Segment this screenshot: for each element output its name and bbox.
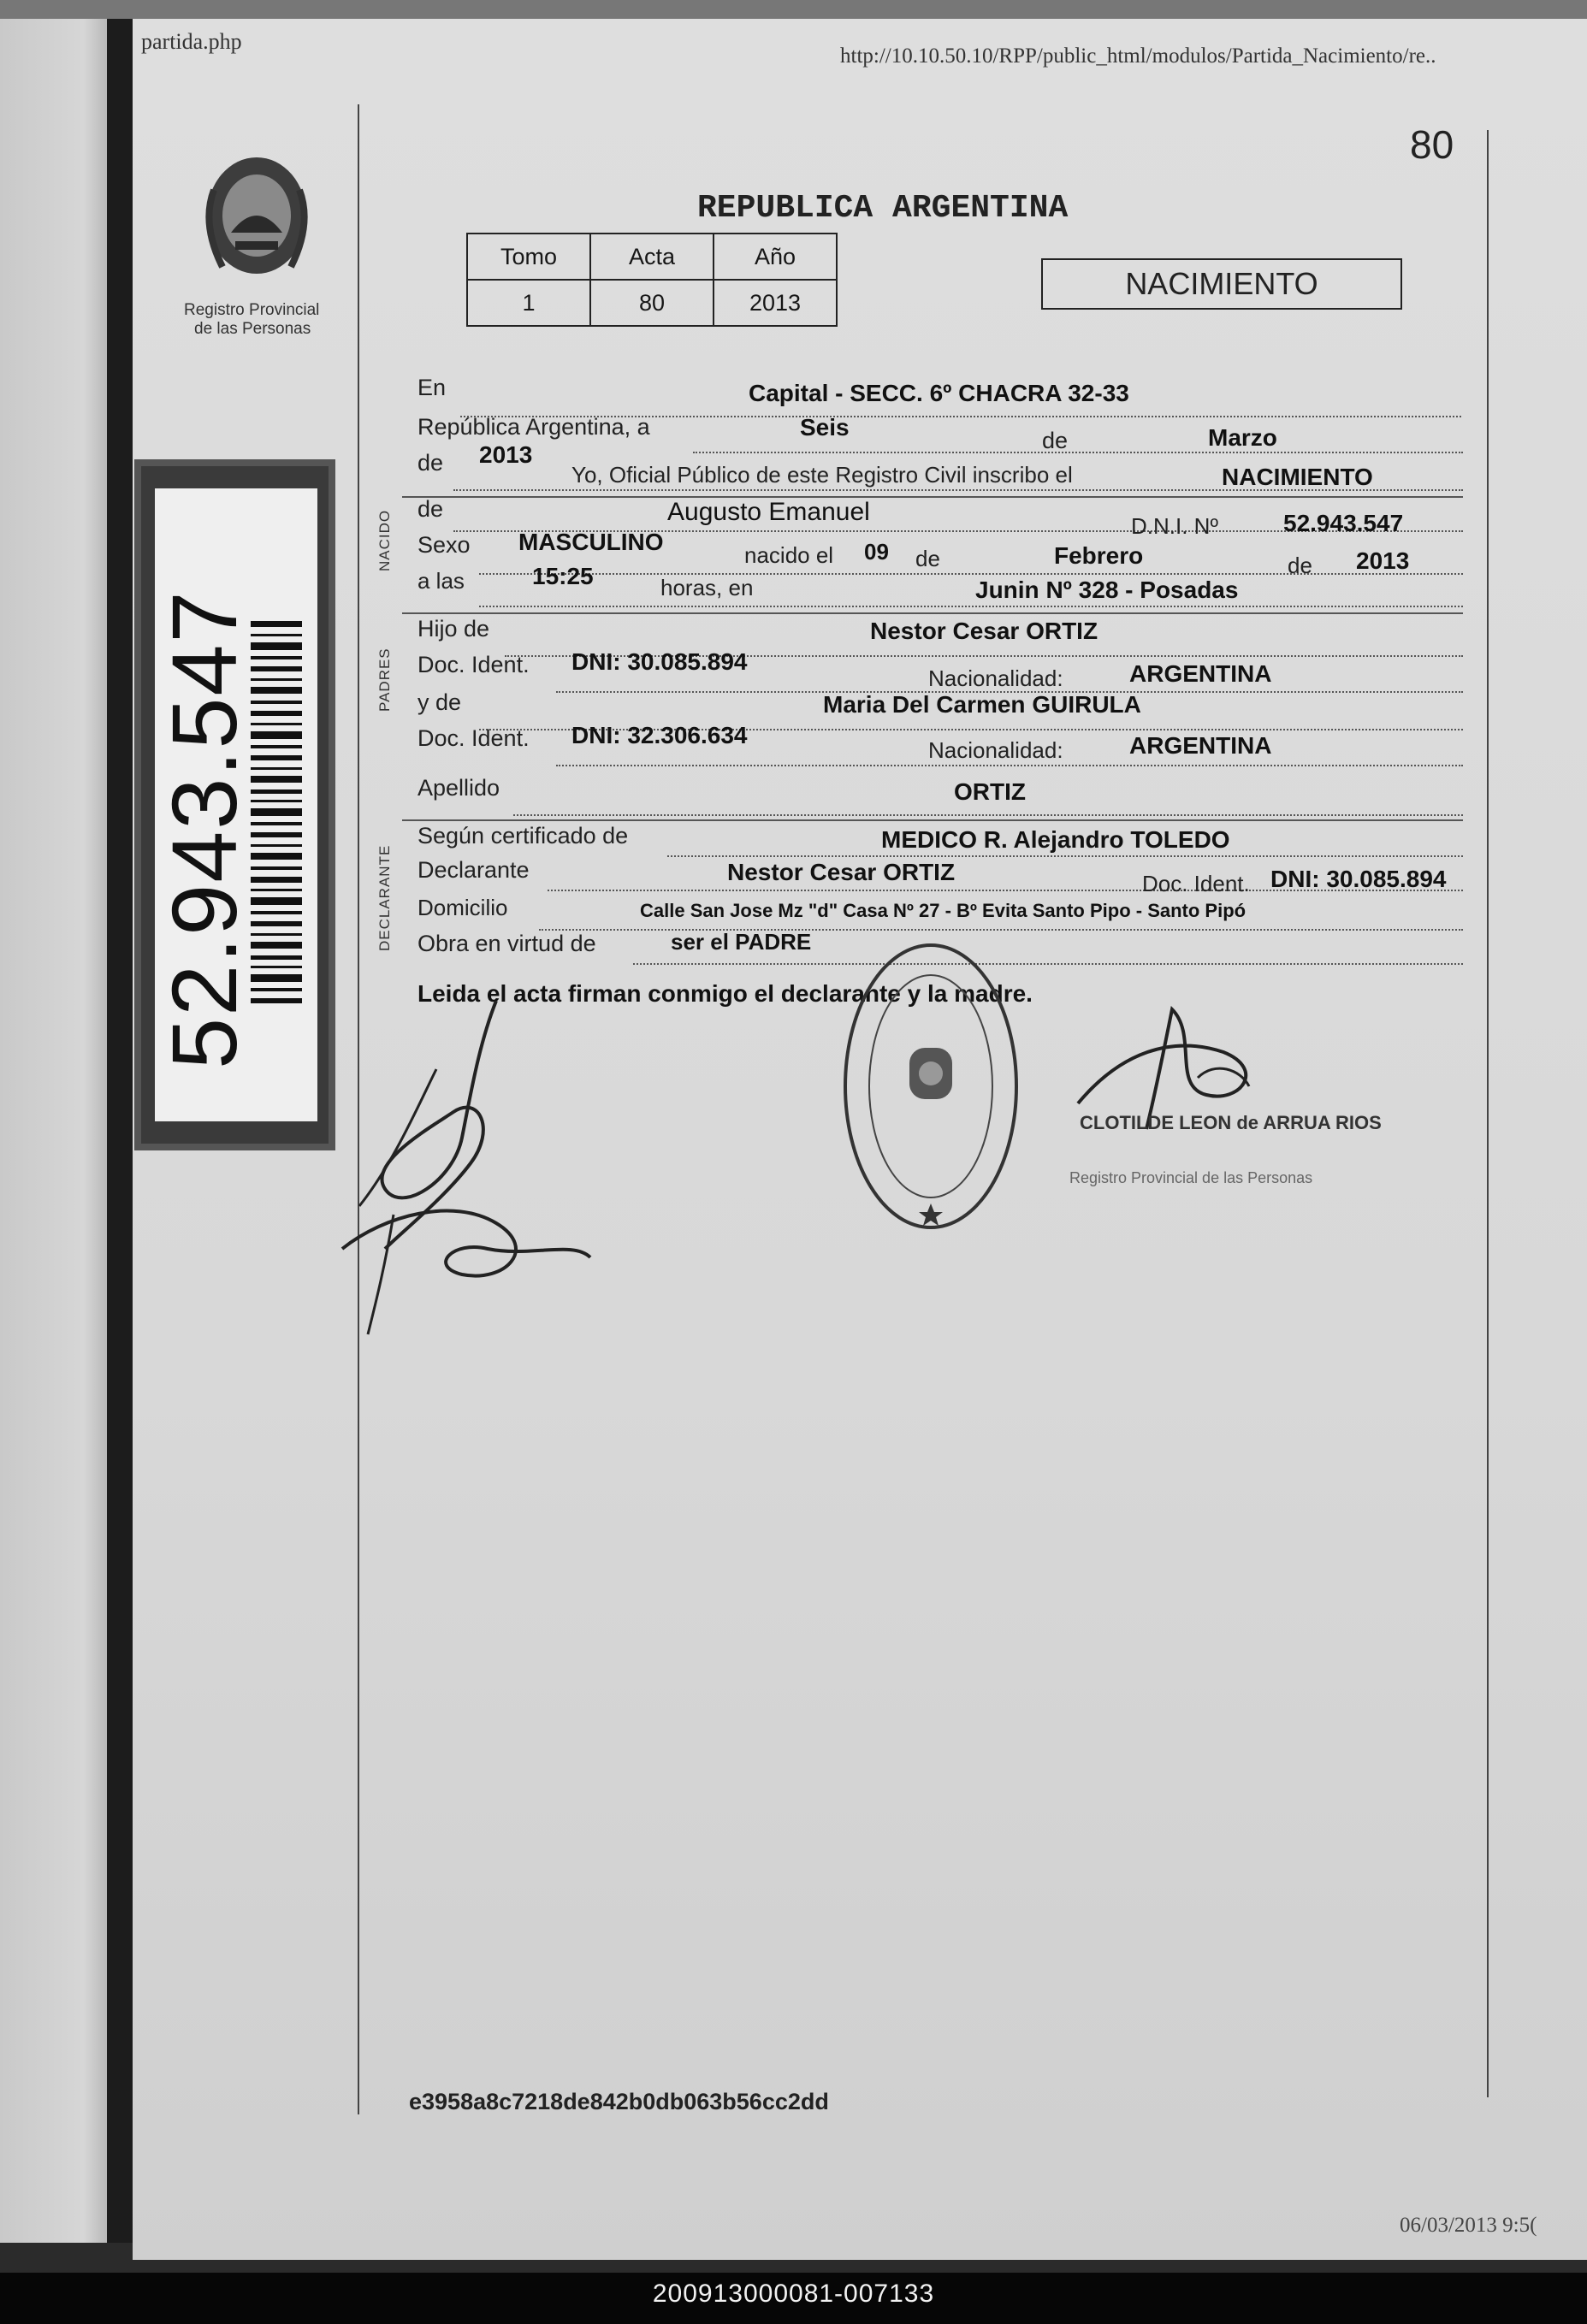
label-y-de: y de: [417, 689, 462, 715]
value-sexo: MASCULINO: [518, 529, 664, 555]
dotline-hora: [479, 606, 1463, 607]
value-lugar-nac: Junin Nº 328 - Posadas: [975, 577, 1239, 603]
value-inscribe: NACIMIENTO: [1222, 464, 1373, 490]
right-margin-line: [1487, 130, 1489, 2097]
label-padre-nac: Nacionalidad:: [928, 665, 1063, 691]
dotline-madre-doc: [556, 765, 1463, 766]
label-oficial: Yo, Oficial Público de este Registro Civil inscribo el: [571, 462, 1073, 488]
value-dni: 52.943.547: [1283, 510, 1404, 536]
acta-header: Acta: [590, 234, 714, 280]
value-madre: Maria Del Carmen GUIRULA: [823, 691, 1141, 718]
label-de-mes-nac: de: [915, 546, 940, 571]
round-seal-icon: [837, 937, 1025, 1236]
label-segun: Según certificado de: [417, 823, 629, 849]
label-horas-en: horas, en: [660, 575, 754, 600]
top-edge: [0, 0, 1587, 19]
value-hora: 15:25: [532, 563, 594, 589]
document-title: REPUBLICA ARGENTINA: [697, 190, 1069, 227]
volume-table: [466, 233, 838, 327]
dotline-sexo: [479, 573, 1463, 575]
label-madre-doc: Doc. Ident.: [417, 725, 530, 751]
label-de-anio-nac: de: [1288, 553, 1312, 578]
value-certificado: MEDICO R. Alejandro TOLEDO: [881, 826, 1230, 853]
value-declarante: Nestor Cesar ORTIZ: [727, 859, 956, 885]
label-republica: República Argentina, a: [417, 414, 650, 440]
document-hash: e3958a8c7218de842b0db063b56cc2dd: [409, 2089, 829, 2114]
label-madre-nac: Nacionalidad:: [928, 737, 1063, 763]
section-declarante: DECLARANTE: [376, 844, 393, 951]
value-padre-nac: ARGENTINA: [1129, 660, 1272, 687]
section-divider-2: [402, 612, 1463, 614]
value-nombre: Augusto Emanuel: [667, 498, 870, 526]
label-declarante-doc: Doc. Ident.: [1142, 871, 1250, 896]
value-padre-doc: DNI: 30.085.894: [571, 648, 748, 675]
tab-file-name: partida.php: [141, 29, 242, 54]
section-padres: PADRES: [376, 648, 393, 712]
book-gutter: [107, 19, 133, 2243]
label-de-anio: de: [417, 450, 444, 476]
label-nacido-el: nacido el: [744, 542, 834, 568]
official-name: CLOTILDE LEON de ARRUA RIOS: [1080, 1112, 1382, 1133]
value-lugar: Capital - SECC. 6º CHACRA 32-33: [749, 380, 1129, 406]
value-obra: ser el PADRE: [671, 929, 812, 955]
page-url: http://10.10.50.10/RPP/public_html/modulos/Partida_Nacimiento/re..: [840, 44, 1436, 68]
value-mes: Marzo: [1208, 424, 1277, 451]
label-obra: Obra en virtud de: [417, 931, 596, 956]
label-dni: D.N.I. Nº: [1131, 513, 1218, 539]
value-madre-doc: DNI: 32.306.634: [571, 722, 748, 748]
anio-value: 2013: [714, 280, 837, 326]
value-anio-nac: 2013: [1356, 547, 1410, 574]
side-dni-number: 52.943.547: [152, 589, 256, 1069]
closing-statement: Leida el acta firman conmigo el declarante y la madre.: [417, 980, 1033, 1007]
tomo-header: Tomo: [467, 234, 590, 280]
label-domicilio: Domicilio: [417, 895, 508, 920]
label-a-las: a las: [417, 568, 465, 594]
value-mes-nac: Febrero: [1054, 542, 1144, 569]
logo-line-1: Registro Provincial: [184, 301, 320, 319]
label-hijo-de: Hijo de: [417, 616, 490, 642]
value-declarante-doc: DNI: 30.085.894: [1270, 866, 1447, 892]
official-stamp: [837, 937, 1025, 1236]
label-de-mes: de: [1042, 428, 1069, 453]
label-apellido: Apellido: [417, 775, 500, 801]
handwritten-signature-icon: [334, 992, 607, 1351]
value-dia-texto: Seis: [800, 414, 850, 441]
section-divider-3: [402, 819, 1463, 821]
logo-line-2: de las Personas: [194, 320, 311, 338]
value-domicilio: Calle San Jose Mz "d" Casa Nº 27 - Bº Evita Santo Pipo - Santo Pipó: [640, 900, 1247, 921]
official-office: Registro Provincial de las Personas: [1069, 1169, 1313, 1186]
scan-id-code: 200913000081-007133: [652, 2280, 935, 2308]
anio-header: Año: [714, 234, 837, 280]
label-sexo: Sexo: [417, 532, 471, 558]
dotline-apellido: [513, 814, 1463, 816]
value-padre: Nestor Cesar ORTIZ: [870, 618, 1098, 644]
signatures-left: [334, 992, 607, 1351]
province-shield-icon: [184, 139, 329, 310]
section-divider-1: [402, 496, 1463, 498]
dotline-obra: [633, 963, 1463, 965]
dotline-segun: [667, 855, 1463, 857]
tomo-value: 1: [467, 280, 590, 326]
record-type-box: NACIMIENTO: [1041, 258, 1402, 310]
value-madre-nac: ARGENTINA: [1129, 732, 1272, 759]
label-en: En: [417, 375, 447, 400]
label-de-nombre: de: [417, 496, 444, 522]
value-dia-nac: 09: [864, 539, 889, 565]
print-timestamp: 06/03/2013 9:5(: [1400, 2214, 1537, 2237]
page-number: 80: [1410, 122, 1454, 167]
value-anio: 2013: [479, 441, 533, 468]
label-declarante: Declarante: [417, 857, 530, 883]
value-apellido: ORTIZ: [954, 778, 1026, 805]
province-logo: [184, 139, 329, 338]
left-page-edge: [0, 19, 120, 2243]
section-nacido: NACIDO: [376, 509, 393, 571]
label-padre-doc: Doc. Ident.: [417, 652, 530, 677]
dotline-republica: [693, 452, 1463, 453]
acta-value: 80: [590, 280, 714, 326]
